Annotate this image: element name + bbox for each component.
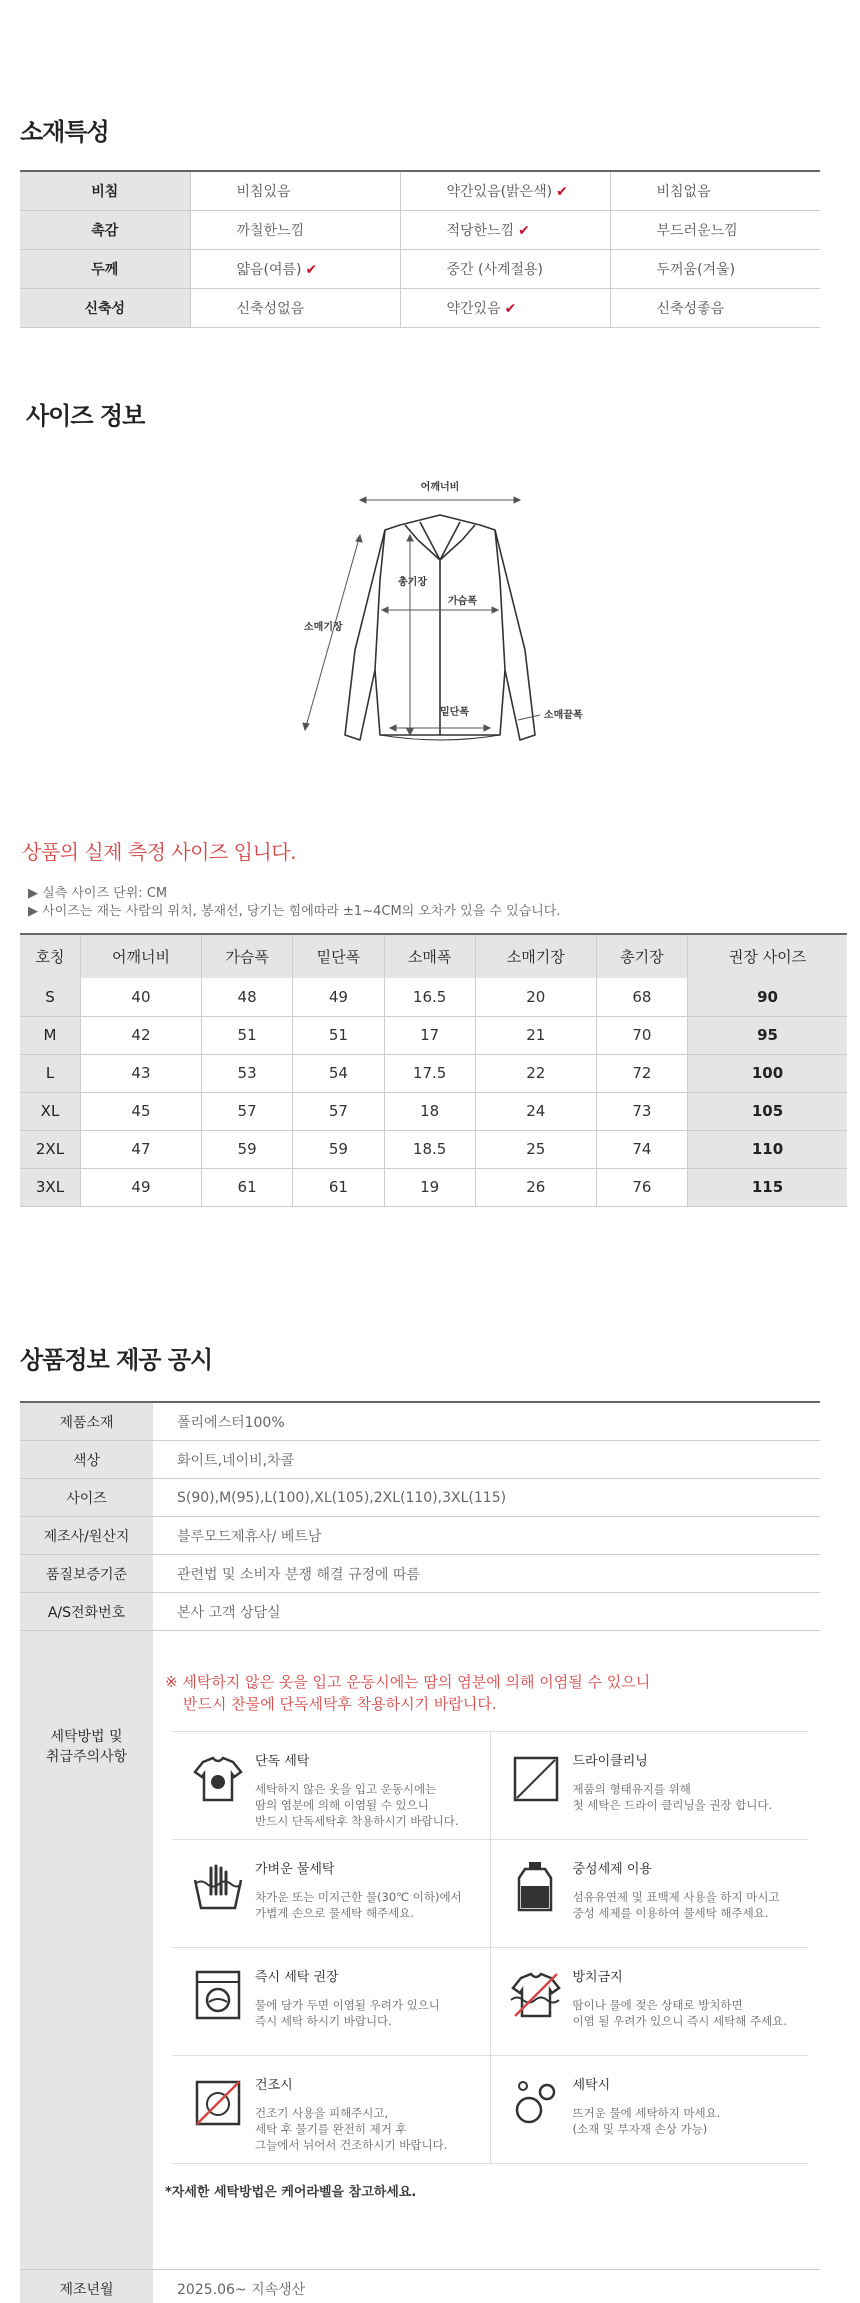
material-option-label: 비침없음 bbox=[656, 183, 711, 200]
size-label-cell: S bbox=[20, 978, 80, 1016]
hand-wash-icon bbox=[189, 1858, 247, 1916]
no-soak-icon bbox=[507, 1966, 565, 2024]
size-table-header: 총기장 bbox=[596, 934, 687, 978]
size-note-tolerance: ▶ 사이즈는 재는 사람의 위치, 봉재선, 당기는 힘에따라 ±1~4CM의 오차가 있을 수 있습니다. bbox=[28, 904, 561, 919]
size-value-cell: 115 bbox=[688, 1168, 847, 1206]
label-hem: 밑단폭 bbox=[440, 707, 469, 718]
size-value-cell: 61 bbox=[293, 1168, 384, 1206]
wash-item bbox=[491, 1732, 809, 1839]
material-title: 소재특성 bbox=[20, 118, 109, 146]
material-option bbox=[400, 171, 610, 210]
wash-label: 세탁방법 및 취급주의사항 bbox=[20, 1631, 153, 2269]
info-label: 색상 bbox=[20, 1441, 153, 1478]
size-table-row bbox=[20, 1092, 847, 1130]
size-value-cell: 59 bbox=[293, 1130, 384, 1168]
material-option-label: 신축성좋음 bbox=[656, 300, 725, 317]
size-label-cell: L bbox=[20, 1054, 80, 1092]
wash-footer: *자세한 세탁방법은 케어라벨을 참고하세요. bbox=[165, 2185, 417, 2200]
product-info-table bbox=[20, 1401, 820, 2303]
label-sleeve-width: 소매끝폭 bbox=[544, 710, 583, 721]
wash-item bbox=[173, 1840, 491, 1947]
material-option bbox=[190, 249, 400, 288]
size-value-cell: 54 bbox=[293, 1054, 384, 1092]
size-value-cell: 19 bbox=[384, 1168, 475, 1206]
info-value: S(90),M(95),L(100),XL(105),2XL(110),3XL(115) bbox=[177, 1489, 507, 1506]
size-value-cell: 25 bbox=[475, 1130, 596, 1168]
wash-item bbox=[491, 1840, 809, 1947]
wash-item-title: 건조시 bbox=[255, 2078, 293, 2093]
wash-item-desc: 세탁하지 않은 옷을 입고 운동시에는 땀의 염분에 의해 이염될 수 있으니 반드시 단독세탁후 착용하시기 바랍니다. bbox=[255, 1782, 459, 1828]
size-value-cell: 17.5 bbox=[384, 1054, 475, 1092]
size-value-cell: 73 bbox=[596, 1092, 687, 1130]
check-icon: ✔ bbox=[518, 222, 530, 239]
info-value: 화이트,네이비,차콜 bbox=[177, 1452, 295, 1469]
single-wash-icon bbox=[189, 1750, 247, 1808]
size-value-cell: 47 bbox=[80, 1130, 201, 1168]
wash-row bbox=[173, 1948, 808, 2056]
material-option bbox=[610, 171, 820, 210]
size-table-header: 소매폭 bbox=[384, 934, 475, 978]
label-sleeve-length: 소매기장 bbox=[304, 622, 343, 633]
size-label-cell: M bbox=[20, 1016, 80, 1054]
wash-item-desc: 섬유유연제 및 표백제 사용을 하지 마시고 중성 세제를 이용하여 물세탁 해주세요. bbox=[572, 1890, 780, 1920]
material-option-label: 약간있음(밝은색) bbox=[446, 183, 553, 200]
jacket-size-diagram bbox=[290, 470, 610, 760]
size-value-cell: 74 bbox=[596, 1130, 687, 1168]
info-label: 제조년월 bbox=[20, 2270, 153, 2303]
size-value-cell: 95 bbox=[688, 1016, 847, 1054]
size-table-header: 호칭 bbox=[20, 934, 80, 978]
material-option-label: 두꺼움(겨울) bbox=[656, 261, 736, 278]
info-value: 관련법 및 소비자 분쟁 해결 규정에 따름 bbox=[177, 1566, 421, 1583]
material-option-label: 부드러운느낌 bbox=[656, 222, 738, 239]
size-table-row bbox=[20, 978, 847, 1016]
size-value-cell: 40 bbox=[80, 978, 201, 1016]
wash-grid bbox=[173, 1731, 808, 2164]
size-value-cell: 61 bbox=[201, 1168, 292, 1206]
info-row bbox=[20, 1517, 820, 1555]
material-row-label: 신축성 bbox=[20, 288, 190, 327]
info-label: 제조사/원산지 bbox=[20, 1517, 153, 1554]
size-value-cell: 68 bbox=[596, 978, 687, 1016]
wash-item-desc: 건조기 사용을 피해주시고, 세탁 후 물기를 완전히 제거 후 그늘에서 뉘어서 건조하시기 바랍니다. bbox=[255, 2106, 448, 2152]
size-value-cell: 57 bbox=[293, 1092, 384, 1130]
size-value-cell: 110 bbox=[688, 1130, 847, 1168]
wash-item-title: 드라이클리닝 bbox=[572, 1754, 648, 1769]
material-option-label: 중간 (사계절용) bbox=[446, 261, 544, 278]
material-option bbox=[400, 210, 610, 249]
wash-row bbox=[173, 1732, 808, 1840]
wash-item bbox=[173, 1948, 491, 2055]
size-value-cell: 105 bbox=[688, 1092, 847, 1130]
size-value-cell: 51 bbox=[293, 1016, 384, 1054]
material-option bbox=[190, 210, 400, 249]
size-table-row bbox=[20, 1016, 847, 1054]
material-row bbox=[20, 288, 820, 327]
size-table-header: 가슴폭 bbox=[201, 934, 292, 978]
material-row-label: 비침 bbox=[20, 171, 190, 210]
size-value-cell: 90 bbox=[688, 978, 847, 1016]
dry-clean-icon bbox=[507, 1750, 565, 1808]
size-value-cell: 49 bbox=[80, 1168, 201, 1206]
wash-item-title: 즉시 세탁 권장 bbox=[255, 1970, 339, 1985]
material-option bbox=[190, 171, 400, 210]
material-row-label: 두께 bbox=[20, 249, 190, 288]
material-row bbox=[20, 171, 820, 210]
size-info-title: 사이즈 정보 bbox=[26, 402, 145, 430]
size-value-cell: 21 bbox=[475, 1016, 596, 1054]
size-value-cell: 18.5 bbox=[384, 1130, 475, 1168]
info-row bbox=[20, 1441, 820, 1479]
material-option bbox=[610, 288, 820, 327]
wash-row bbox=[20, 1631, 820, 2270]
size-value-cell: 49 bbox=[293, 978, 384, 1016]
info-label: A/S전화번호 bbox=[20, 1593, 153, 1630]
label-chest: 가슴폭 bbox=[448, 596, 477, 607]
size-table bbox=[20, 933, 847, 1207]
info-value: 블루모드제휴사/ 베트남 bbox=[177, 1528, 322, 1545]
info-row-manufacture bbox=[20, 2270, 820, 2303]
size-value-cell: 48 bbox=[201, 978, 292, 1016]
size-value-cell: 20 bbox=[475, 978, 596, 1016]
size-value-cell: 43 bbox=[80, 1054, 201, 1092]
material-option bbox=[190, 288, 400, 327]
wash-item-desc: 제품의 형태유지를 위해 첫 세탁은 드라이 클리닝을 권장 합니다. bbox=[572, 1782, 773, 1812]
material-option-label: 약간있음 bbox=[446, 300, 501, 317]
size-value-cell: 51 bbox=[201, 1016, 292, 1054]
size-value-cell: 76 bbox=[596, 1168, 687, 1206]
size-table-header: 밑단폭 bbox=[293, 934, 384, 978]
product-info-title: 상품정보 제공 공시 bbox=[20, 1346, 213, 1374]
info-label: 사이즈 bbox=[20, 1479, 153, 1516]
info-label: 품질보증기준 bbox=[20, 1555, 153, 1592]
wash-row bbox=[173, 1840, 808, 1948]
wash-warning: ※ 세탁하지 않은 옷을 입고 운동시에는 땀의 염분에 의해 이염될 수 있으니 반드시 찬물에 단독세탁후 착용하시기 바랍니다. bbox=[165, 1673, 651, 1713]
size-value-cell: 24 bbox=[475, 1092, 596, 1130]
label-shoulder: 어깨너비 bbox=[420, 482, 460, 493]
material-option-label: 비침있음 bbox=[236, 183, 291, 200]
wash-item bbox=[491, 2056, 809, 2163]
info-value: 2025.06~ 지속생산 bbox=[177, 2281, 306, 2298]
material-row bbox=[20, 210, 820, 249]
size-value-cell: 22 bbox=[475, 1054, 596, 1092]
size-table-header: 권장 사이즈 bbox=[688, 934, 847, 978]
wash-row bbox=[173, 2056, 808, 2164]
size-value-cell: 17 bbox=[384, 1016, 475, 1054]
size-value-cell: 57 bbox=[201, 1092, 292, 1130]
size-value-cell: 59 bbox=[201, 1130, 292, 1168]
bubbles-icon bbox=[507, 2074, 565, 2132]
check-icon: ✔ bbox=[504, 300, 517, 317]
wash-item bbox=[491, 1948, 809, 2055]
material-option bbox=[610, 210, 820, 249]
material-option bbox=[400, 288, 610, 327]
size-label-cell: XL bbox=[20, 1092, 80, 1130]
size-label-cell: 3XL bbox=[20, 1168, 80, 1206]
check-icon: ✔ bbox=[305, 261, 318, 278]
wash-item-title: 방치금지 bbox=[572, 1970, 623, 1985]
neutral-detergent-icon bbox=[507, 1858, 565, 1916]
size-label-cell: 2XL bbox=[20, 1130, 80, 1168]
wash-item-title: 단독 세탁 bbox=[255, 1754, 310, 1769]
size-value-cell: 53 bbox=[201, 1054, 292, 1092]
size-value-cell: 72 bbox=[596, 1054, 687, 1092]
wash-item-desc: 차가운 또는 미지근한 물(30℃ 이하)에서 가볍게 손으로 물세탁 해주세요. bbox=[255, 1890, 462, 1920]
wash-item-desc: 뜨거운 물에 세탁하지 마세요. (소재 및 부자재 손상 가능) bbox=[572, 2106, 721, 2136]
size-value-cell: 70 bbox=[596, 1016, 687, 1054]
size-value-cell: 26 bbox=[475, 1168, 596, 1206]
info-label: 제품소재 bbox=[20, 1403, 153, 1440]
wash-item bbox=[173, 1732, 491, 1839]
material-row-label: 촉감 bbox=[20, 210, 190, 249]
size-table-header: 어깨너비 bbox=[80, 934, 201, 978]
wash-item-title: 중성세제 이용 bbox=[572, 1862, 652, 1877]
material-option bbox=[610, 249, 820, 288]
info-row bbox=[20, 1593, 820, 1631]
material-row bbox=[20, 249, 820, 288]
wash-item-desc: 땀이나 물에 젖은 상태로 방치하면 이염 될 우려가 있으니 즉시 세탁해 주세요. bbox=[572, 1998, 787, 2028]
material-option bbox=[400, 249, 610, 288]
info-row bbox=[20, 1555, 820, 1593]
wash-item-title: 가벼운 물세탁 bbox=[255, 1862, 335, 1877]
info-value: 본사 고객 상담실 bbox=[177, 1604, 281, 1621]
material-option-label: 까칠한느낌 bbox=[236, 222, 305, 239]
material-option-label: 신축성없음 bbox=[236, 300, 305, 317]
info-row bbox=[20, 1403, 820, 1441]
info-value: 폴리에스터100% bbox=[177, 1414, 285, 1431]
check-icon: ✔ bbox=[556, 183, 568, 200]
size-table-header: 소매기장 bbox=[475, 934, 596, 978]
size-table-row bbox=[20, 1054, 847, 1092]
label-total-length: 총기장 bbox=[398, 577, 427, 588]
material-option-label: 적당한느낌 bbox=[446, 222, 515, 239]
size-table-row bbox=[20, 1168, 847, 1206]
info-row bbox=[20, 1479, 820, 1517]
size-value-cell: 45 bbox=[80, 1092, 201, 1130]
size-table-row bbox=[20, 1130, 847, 1168]
wash-item-desc: 물에 담가 두면 이염될 우려가 있으니 즉시 세탁 하시기 바랍니다. bbox=[255, 1998, 440, 2028]
real-size-heading: 상품의 실제 측정 사이즈 입니다. bbox=[22, 840, 296, 864]
size-value-cell: 16.5 bbox=[384, 978, 475, 1016]
washing-machine-icon bbox=[189, 1966, 247, 2024]
wash-item-title: 세탁시 bbox=[572, 2078, 611, 2093]
size-value-cell: 100 bbox=[688, 1054, 847, 1092]
size-note-unit: ▶ 실측 사이즈 단위: CM bbox=[28, 886, 168, 901]
wash-item bbox=[173, 2056, 491, 2163]
material-table bbox=[20, 170, 820, 328]
no-tumble-dry-icon bbox=[189, 2074, 247, 2132]
material-option-label: 얇음(여름) bbox=[236, 261, 302, 278]
size-value-cell: 42 bbox=[80, 1016, 201, 1054]
size-value-cell: 18 bbox=[384, 1092, 475, 1130]
